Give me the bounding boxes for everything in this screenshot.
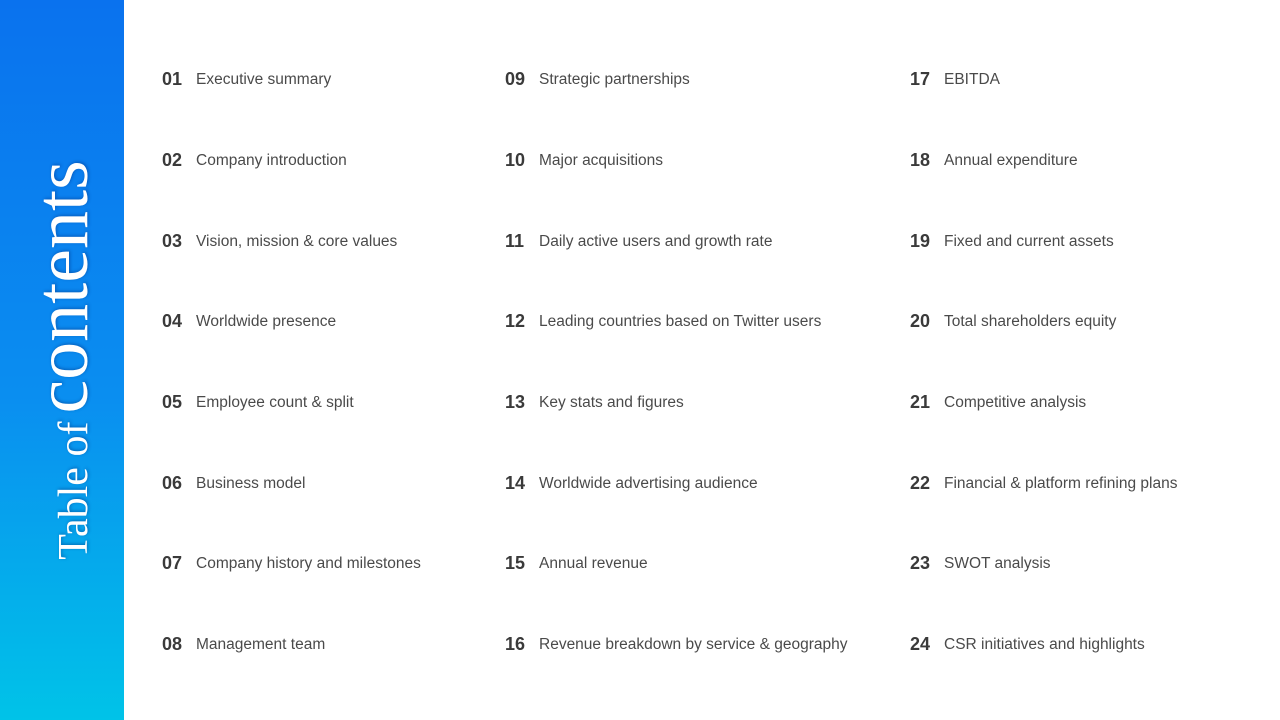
toc-item-label: EBITDA [944,71,1000,88]
toc-item-label: Company history and milestones [196,555,421,572]
toc-item-label: Management team [196,636,326,653]
toc-item-label: Employee count & split [196,394,354,411]
toc-item-label: Annual expenditure [944,152,1078,169]
toc-item-number: 19 [910,231,931,251]
toc-item-number: 13 [505,392,526,412]
toc-item-number: 07 [162,553,183,573]
toc-item-label: Revenue breakdown by service & geography [539,636,848,653]
toc-item-label: Fixed and current assets [944,233,1114,250]
toc-item-number: 14 [505,473,526,493]
toc-item-label: Company introduction [196,152,347,169]
toc-item-number: 01 [162,69,183,89]
toc-item-label: Key stats and figures [539,394,684,411]
toc-item-number: 11 [505,231,525,251]
toc-item-number: 03 [162,231,183,251]
toc-item-number: 12 [505,311,526,331]
toc-item-label: Competitive analysis [944,394,1087,411]
toc-item-number: 22 [910,473,931,493]
toc-item-number: 24 [910,634,931,654]
toc-item-label: Executive summary [196,71,332,88]
slide-title-big: contents [20,160,104,414]
toc-item-number: 17 [910,69,931,89]
toc-item-label: Major acquisitions [539,152,664,169]
toc-item-label: Daily active users and growth rate [539,233,773,250]
toc-item-number: 09 [505,69,526,89]
toc-item-number: 10 [505,150,526,170]
toc-item-label: Worldwide presence [196,313,337,330]
slide-title [20,160,104,560]
toc-item-number: 06 [162,473,183,493]
toc-item-number: 20 [910,311,931,331]
toc-item-number: 16 [505,634,526,654]
toc-item-number: 15 [505,553,526,573]
toc-item-number: 08 [162,634,183,654]
toc-item-label: Annual revenue [539,555,648,572]
toc-item-number: 04 [162,311,183,331]
side-banner [0,0,124,720]
toc-item-number: 02 [162,150,183,170]
toc-item-label: CSR initiatives and highlights [944,636,1145,653]
toc-item-label: Financial & platform refining plans [944,475,1178,492]
slide-title-small: Table of [51,421,97,560]
toc-item-number: 18 [910,150,931,170]
toc-item-number: 05 [162,392,183,412]
toc-item-label: Strategic partnerships [539,71,690,88]
toc-item-label: SWOT analysis [944,555,1051,572]
toc-item-label: Business model [196,475,306,492]
toc-item-number: 23 [910,553,931,573]
toc-item-label: Vision, mission & core values [196,233,398,250]
toc-item-number: 21 [910,392,931,412]
toc-item-label: Worldwide advertising audience [539,475,758,492]
toc-item-label: Total shareholders equity [944,313,1117,330]
toc-item-label: Leading countries based on Twitter users [539,313,822,330]
